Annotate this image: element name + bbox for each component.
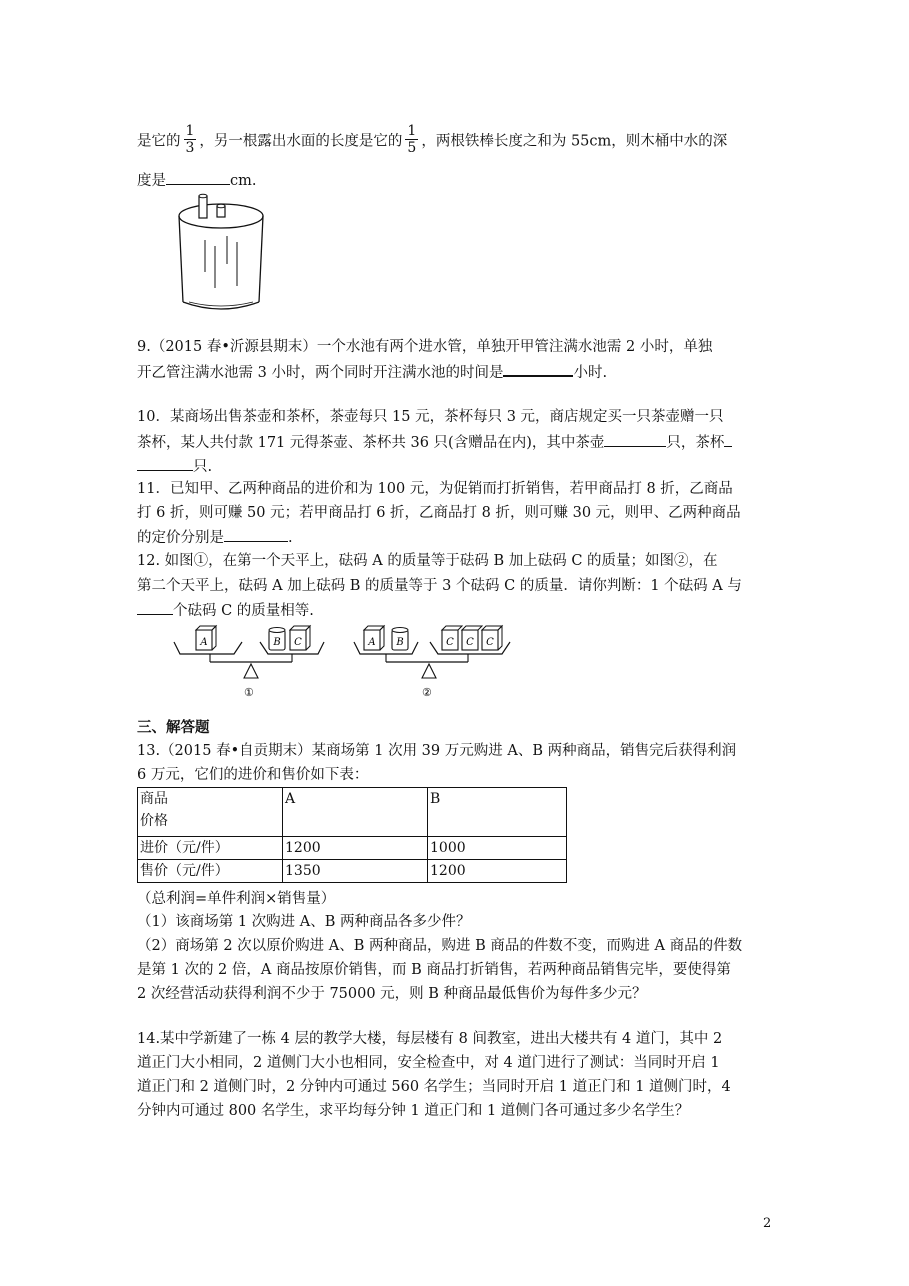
bucket-figure bbox=[175, 192, 275, 318]
q12-line1: 12. 如图①，在第一个天平上，砝码 A 的质量等于砝码 B 加上砝码 C 的质量；如图②，在 bbox=[137, 553, 718, 569]
answer-blank[interactable] bbox=[503, 361, 573, 377]
weight-c-label: C bbox=[486, 637, 494, 648]
weight-a-label: A bbox=[200, 637, 208, 648]
balance-figure-2 bbox=[352, 620, 518, 702]
q9-line2: 开乙管注满水池需 3 小时，两个同时开注满水池的时间是 小时. bbox=[137, 361, 607, 383]
page-number: 2 bbox=[763, 1216, 772, 1231]
answer-blank[interactable] bbox=[137, 456, 193, 471]
q12-line3: 个砝码 C 的质量相等. bbox=[137, 600, 314, 621]
answer-blank[interactable] bbox=[724, 432, 732, 447]
answer-blank[interactable] bbox=[166, 170, 230, 185]
weight-c-label: C bbox=[294, 637, 302, 648]
q8-line1 bbox=[137, 125, 727, 158]
q10-line1: 10．某商场出售茶壶和茶杯，茶壶每只 15 元，茶杯每只 3 元，商店规定买一只茶壶赠一只 bbox=[137, 409, 724, 425]
price-table bbox=[137, 787, 567, 883]
q11-line1: 11．已知甲、乙两种商品的进价和为 100 元，为促销而打折销售，若甲商品打 8 折，乙商品 bbox=[137, 481, 733, 497]
q13-part2-line1: （2）商场第 2 次以原价购进 A、B 两种商品，购进 B 商品的件数不变，而购进 A 商品的件数 bbox=[137, 938, 743, 954]
fraction-one-third: $\frac{1}{3}$ bbox=[185, 123, 195, 156]
q11-line2: 打 6 折，则可赚 50 元；若甲商品打 6 折，乙商品打 8 折，则可赚 30 元，则甲、乙两种商品 bbox=[137, 505, 741, 521]
q9-line1: 9.（2015 春•沂源县期末）一个水池有两个进水管，单独开甲管注满水池需 2 小时，单独 bbox=[137, 339, 713, 355]
q8-text-mid: ，另一根露出水面的长度是它的 bbox=[199, 133, 403, 150]
figure-2-label: ② bbox=[422, 686, 432, 699]
q8-line2: 度是 cm. bbox=[137, 170, 256, 191]
answer-blank[interactable] bbox=[604, 432, 666, 447]
q14-line3: 道正门和 2 道侧门时，2 分钟内可通过 560 名学生；当同时开启 1 道正门和 1 道侧门时，4 bbox=[137, 1079, 731, 1095]
table-header-b: B bbox=[428, 788, 567, 837]
weight-b-label: B bbox=[273, 637, 281, 648]
answer-blank[interactable] bbox=[224, 527, 288, 542]
q14-line1: 14.某中学新建了一栋 4 层的教学大楼，每层楼有 8 间教室，进出大楼共有 4 道门，其中 2 bbox=[137, 1031, 723, 1047]
table-header-a: A bbox=[283, 788, 428, 837]
table-row: 售价（元/件） 1350 1200 bbox=[138, 860, 567, 883]
answer-blank[interactable] bbox=[137, 600, 173, 615]
q13-note: （总利润=单件利润×销售量） bbox=[137, 891, 336, 907]
weight-c-label: C bbox=[446, 637, 454, 648]
table-header-row bbox=[138, 788, 567, 837]
table-row: 进价（元/件） 1200 1000 bbox=[138, 837, 567, 860]
q13-line2: 6 万元，它们的进价和售价如下表： bbox=[137, 767, 369, 783]
q13-line1: 13.（2015 春•自贡期末）某商场第 1 次用 39 万元购进 A、B 两种商品，销售完后获得利润 bbox=[137, 743, 737, 759]
q8-text-post: ，两根铁棒长度之和为 55cm，则木桶中水的深 bbox=[421, 133, 728, 150]
q13-part2-line2: 是第 1 次的 2 倍，A 商品按原价销售，而 B 商品打折销售，若两种商品销售完毕，要使得第 bbox=[137, 962, 731, 978]
q13-part1: （1）该商场第 1 次购进 A、B 两种商品各多少件？ bbox=[137, 914, 471, 930]
q14-line4: 分钟内可通过 800 名学生，求平均每分钟 1 道正门和 1 道侧门各可通过多少名学生？ bbox=[137, 1103, 690, 1119]
q10-line3: 只. bbox=[137, 456, 212, 477]
q12-line2: 第二个天平上，砝码 A 加上砝码 B 的质量等于 3 个砝码 C 的质量．请你判断：1 个砝码 A 与 bbox=[137, 578, 742, 594]
table-header-cell: 商品 价格 bbox=[138, 788, 283, 837]
weight-c-label: C bbox=[466, 637, 474, 648]
weight-a-label: A bbox=[368, 637, 376, 648]
q8-text-pre: 是它的 bbox=[137, 133, 181, 150]
section-title: 三、解答题 bbox=[137, 719, 210, 736]
q14-line2: 道正门大小相同，2 道侧门大小也相同，安全检查中，对 4 道门进行了测试：当同时开启 1 bbox=[137, 1055, 720, 1071]
fraction-one-fifth: $\frac{1}{5}$ bbox=[407, 123, 417, 156]
q11-line3: 的定价分别是 . bbox=[137, 527, 293, 548]
q13-part2-line3: 2 次经营活动获得利润不少于 75000 元，则 B 种商品最低售价为每件多少元？ bbox=[137, 986, 647, 1002]
weight-b-label: B bbox=[396, 637, 404, 648]
figure-1-label: ① bbox=[244, 686, 254, 699]
q10-line2: 茶杯，某人共付款 171 元得茶壶、茶杯共 36 只(含赠品在内)，其中茶壶 只，茶杯 bbox=[137, 432, 732, 453]
balance-figure-1 bbox=[172, 620, 332, 702]
